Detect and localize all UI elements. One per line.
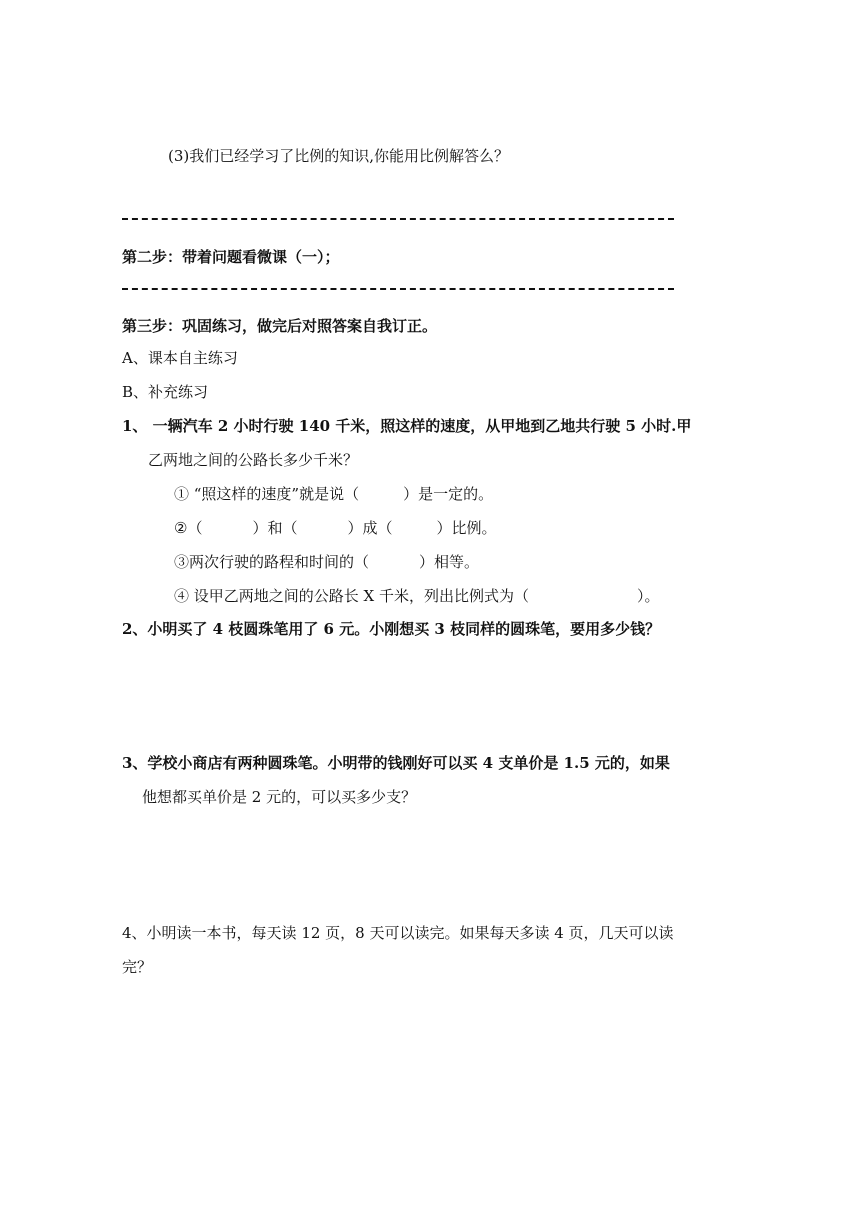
question-3-intro: (3)我们已经学习了比例的知识,你能用比例解答么？ — [168, 147, 510, 165]
problem-1-line-2: 乙两地之间的公路长多少千米？ — [148, 451, 359, 469]
problem-1-subquestion-3 — [174, 552, 479, 572]
problem-1-line-1: 1、 一辆汽车 2 小时行驶 140 千米，照这样的速度，从甲地到乙地共行驶 5 小时.甲 — [122, 417, 692, 435]
problem-2: 2、小明买了 4 枝圆珠笔用了 6 元。小刚想买 3 枝同样的圆珠笔，要用多少钱？ — [122, 620, 661, 638]
dashed-separator-1 — [122, 218, 674, 222]
problem-4-line-2: 完？ — [122, 958, 153, 976]
subquestion-1-text-b: ）是一定的。 — [403, 485, 494, 503]
section-b-label: B、补充练习 — [122, 383, 209, 401]
problem-3-line-2: 他想都买单价是 2 元的，可以买多少支？ — [142, 788, 417, 806]
problem-1-subquestion-2 — [174, 518, 497, 538]
subquestion-3-text-b: ）相等。 — [419, 553, 480, 571]
subquestion-2-text-d: ）比例。 — [436, 519, 497, 537]
problem-1-subquestion-4 — [174, 586, 660, 606]
step-2-heading: 第二步：带着问题看微课（一）； — [122, 248, 340, 266]
step-3-heading: 第三步：巩固练习，做完后对照答案自我订正。 — [122, 317, 438, 335]
section-a-label: A、课本自主练习 — [122, 349, 238, 367]
subquestion-2-text-a: ②（ — [174, 519, 203, 537]
subquestion-4-text-a: ④ 设甲乙两地之间的公路长 X 千米，列出比例式为（ — [174, 587, 529, 605]
problem-3-line-1: 3、学校小商店有两种圆珠笔。小明带的钱刚好可以买 4 支单价是 1.5 元的，如果 — [122, 754, 670, 772]
subquestion-3-text-a: ③两次行驶的路程和时间的（ — [174, 553, 370, 571]
subquestion-2-text-c: ）成（ — [347, 519, 393, 537]
subquestion-4-text-b: ）。 — [637, 587, 660, 605]
problem-4-line-1: 4、小明读一本书，每天读 12 页，8 天可以读完。如果每天多读 4 页，几天可以读 — [122, 924, 674, 942]
problem-1-subquestion-1 — [174, 484, 493, 504]
subquestion-2-text-b: ）和（ — [252, 519, 298, 537]
subquestion-1-text-a: ① “照这样的速度”就是说（ — [174, 485, 360, 503]
dashed-separator-2 — [122, 288, 674, 292]
